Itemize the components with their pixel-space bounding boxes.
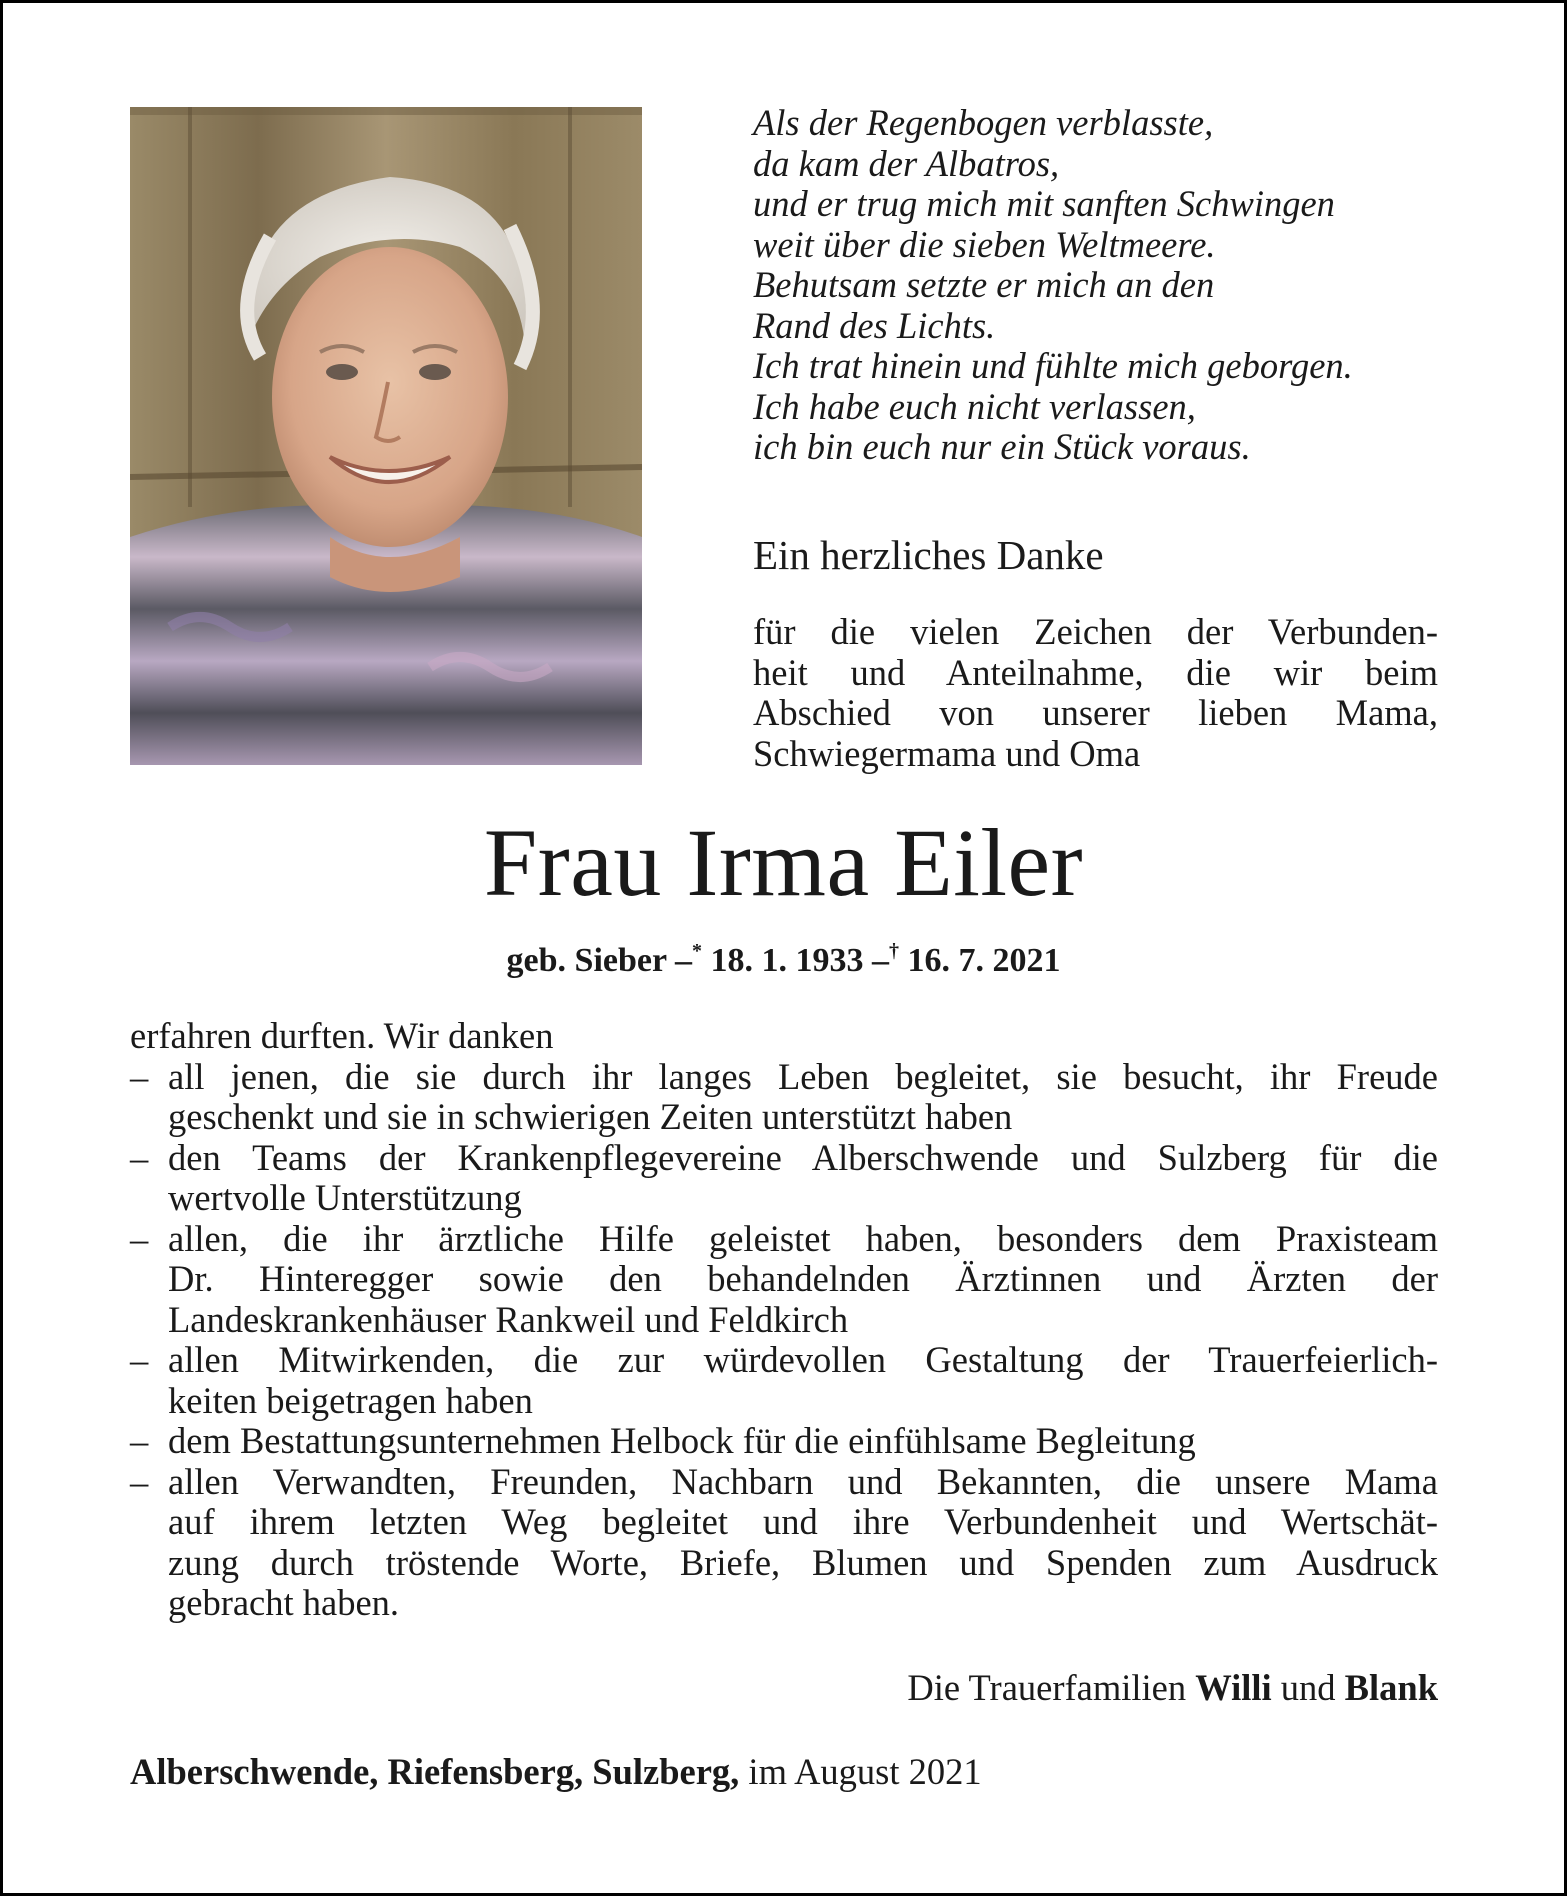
list-dash: – <box>130 1055 149 1097</box>
list-item-line: allen Mitwirkenden, die zur würdevollen Gestaltung der Trauerfeierlich- <box>168 1339 1438 1380</box>
poem-line: weit über die sieben Weltmeere. <box>753 223 1216 265</box>
life-dates <box>0 930 1567 982</box>
list-item-line: Landeskrankenhäuser Rankweil und Feldkirch <box>168 1298 849 1340</box>
birth-date: 18. 1. 1933 <box>710 942 864 979</box>
list-item-line: wertvolle Unterstützung <box>168 1177 522 1218</box>
body-lead: erfahren durften. Wir danken <box>130 1015 554 1056</box>
family-name: Blank <box>1344 1667 1438 1708</box>
list-item-line: allen Verwandten, Freunden, Nachbarn und Bekannten, die unsere Mama <box>168 1460 1438 1502</box>
list-item-line: gebracht haben. <box>168 1582 400 1623</box>
list-item-line: all jenen, die sie durch ihr langes Leben begleitet, sie besucht, ihr Freude <box>168 1055 1438 1097</box>
poem <box>753 103 1453 468</box>
date-separator: – <box>871 942 889 979</box>
list-item <box>130 1219 1438 1341</box>
signature <box>907 1666 1438 1710</box>
thanks-intro-line: für die vielen Zeichen der Verbunden- <box>753 611 1438 652</box>
list-item <box>130 1421 1438 1462</box>
thanks-intro <box>753 612 1438 774</box>
signature-prefix: Die Trauerfamilien <box>907 1667 1187 1708</box>
list-item-line: dem Bestattungsunternehmen Helbock für die einfühlsame Begleitung <box>168 1420 1196 1461</box>
list-dash: – <box>130 1217 149 1259</box>
list-item-line: keiten beigetragen haben <box>168 1379 533 1421</box>
list-item-line: allen, die ihr ärztliche Hilfe geleistet haben, besonders dem Praxisteam <box>168 1217 1438 1259</box>
list-item <box>130 1138 1438 1219</box>
thanks-intro-line: heit und Anteilnahme, die wir beim <box>753 651 1438 693</box>
list-item-line: Dr. Hinteregger sowie den behandelnden Ärztinnen und Ärzten der <box>168 1258 1438 1299</box>
list-dash: – <box>130 1136 149 1178</box>
death-symbol: † <box>888 940 899 962</box>
poem-line: Behutsam setzte er mich an den <box>753 264 1215 305</box>
family-name: Willi <box>1195 1667 1272 1708</box>
date-separator: – <box>674 942 692 979</box>
list-dash: – <box>130 1460 149 1502</box>
poem-line: da kam der Albatros, <box>753 142 1060 184</box>
poem-line: Als der Regenbogen verblasste, <box>753 102 1214 143</box>
maiden-name: geb. Sieber <box>506 942 667 979</box>
death-date: 16. 7. 2021 <box>907 942 1061 979</box>
poem-line: Ich trat hinein und fühlte mich geborgen. <box>753 345 1353 386</box>
poem-line: und er trug mich mit sanften Schwingen <box>753 183 1335 224</box>
portrait-photo <box>130 107 642 765</box>
list-item <box>130 1057 1438 1138</box>
notice-date: im August 2021 <box>748 1751 982 1792</box>
thanks-intro-line: Abschied von unserer lieben Mama, <box>753 692 1438 733</box>
poem-line: ich bin euch nur ein Stück voraus. <box>753 426 1251 467</box>
thanks-list <box>130 1057 1438 1624</box>
deceased-name: Frau Irma Eiler <box>483 809 1084 916</box>
poem-line: Ich habe euch nicht verlassen, <box>753 385 1196 427</box>
list-dash: – <box>130 1339 149 1380</box>
list-item <box>130 1340 1438 1421</box>
signature-conjunction: und <box>1280 1667 1336 1708</box>
poem-line: Rand des Lichts. <box>753 304 996 346</box>
thanks-body <box>130 1016 1438 1624</box>
list-item-line: geschenkt und sie in schwierigen Zeiten unterstützt haben <box>168 1096 1013 1137</box>
birth-symbol: * <box>691 940 702 962</box>
thanks-intro-line: Schwiegermama und Oma <box>753 732 1141 774</box>
list-item-line: zung durch tröstende Worte, Briefe, Blumen und Spenden zum Ausdruck <box>168 1541 1438 1583</box>
list-dash: – <box>130 1420 149 1461</box>
list-item <box>130 1462 1438 1624</box>
towns: Alberschwende, Riefensberg, Sulzberg, <box>130 1751 740 1792</box>
list-item-line: auf ihrem letzten Weg begleitet und ihre Verbundenheit und Wertschät- <box>168 1501 1438 1542</box>
place-and-date <box>130 1750 982 1794</box>
list-item-line: den Teams der Krankenpflegevereine Alberschwende und Sulzberg für die <box>168 1136 1438 1178</box>
thanks-heading: Ein herzliches Danke <box>753 532 1104 578</box>
